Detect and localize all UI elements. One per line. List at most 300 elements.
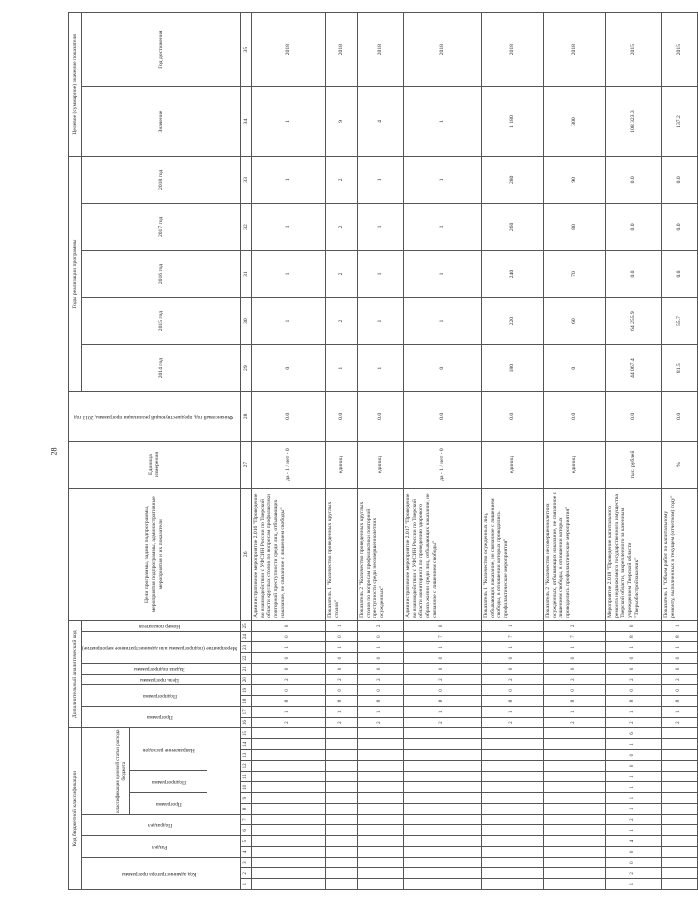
col-number-text: 7: [242, 818, 248, 821]
code-digit: [251, 761, 325, 772]
row-fin-year-value: [403, 392, 481, 441]
hdr-program: [82, 707, 241, 729]
col-number-text: 16: [242, 720, 248, 726]
row-year-value: [357, 203, 403, 250]
col-number: [240, 793, 251, 804]
code-digit: [325, 857, 357, 868]
code-digit: [403, 793, 481, 804]
code-digit: [605, 814, 661, 825]
row-final-year-text: 2018: [338, 44, 345, 56]
hdr-unit: [69, 441, 241, 488]
row-year-value-text: 44 067.4: [630, 358, 637, 378]
code-digit: [403, 847, 481, 858]
row-name: [481, 488, 543, 620]
row-year-value: [403, 156, 481, 203]
code-digit: [605, 707, 661, 718]
code-digit-text: 7: [439, 635, 445, 638]
col-number: [240, 203, 251, 250]
row-year-value: [605, 203, 661, 250]
row-year-value-text: 64 255.9: [630, 311, 637, 331]
col-number: [240, 674, 251, 685]
code-digit: [403, 782, 481, 793]
code-digit: [543, 782, 605, 793]
hdr-program-part: Программа: [155, 800, 182, 807]
code-digit: [605, 804, 661, 815]
code-digit-text: 1: [630, 807, 636, 811]
code-digit: [357, 750, 403, 761]
code-digit: [605, 620, 661, 631]
row-name: [357, 488, 403, 620]
code-digit: [325, 620, 357, 631]
col-number: [240, 664, 251, 675]
hdr-section: [82, 836, 241, 858]
code-digit: [543, 814, 605, 825]
hdr-admin-code-text: Код администратора программы: [122, 870, 197, 877]
code-digit: [357, 642, 403, 653]
code-digit: [251, 847, 325, 858]
table-row: [605, 13, 661, 890]
code-digit: [661, 728, 697, 739]
code-digit: [481, 674, 543, 685]
col-number: [240, 488, 251, 620]
row-year-value: [325, 345, 357, 392]
code-digit: [325, 804, 357, 815]
row-name-text: Показатель 1 "Объем работ по капитальному ремонту, выполненных в текущем (отчетном) году": [662, 495, 676, 618]
col-number: [240, 857, 251, 868]
code-digit-text: 2: [338, 721, 344, 724]
code-digit: [251, 782, 325, 793]
row-year-value-text: 0.0: [676, 270, 683, 278]
code-digit: [543, 696, 605, 707]
code-digit: [543, 750, 605, 761]
col-number-text: 4: [242, 850, 248, 854]
row-name-text: Показатель 2 "Количество проведенных круглых столов по вопросам профилактики повторной преступности среди несовершеннолетних осужденных": [358, 501, 386, 618]
row-year-value-text: 90: [571, 177, 578, 183]
code-digit: [251, 696, 325, 707]
col-number-text: 22: [242, 655, 248, 661]
col-number-text: 27: [242, 461, 249, 468]
code-digit-text: 2: [439, 678, 445, 681]
row-unit: [403, 441, 481, 488]
row-final-year-text: 2015: [676, 44, 683, 56]
code-digit-text: 0: [630, 667, 636, 671]
code-digit-text: 0: [509, 667, 515, 671]
hdr-subprogram-part: Подпрограмма: [151, 778, 186, 785]
code-digit: [403, 857, 481, 868]
hdr-goal-text: Цель программы: [140, 676, 180, 683]
code-digit: [481, 685, 543, 696]
row-name-text: Показатель 2 "Количество несовершеннолетних осужденных, отбывающих наказание, не связанное с лишением свободы, в отношении которых проводились профилактические мероприятия": [544, 491, 572, 618]
row-year-value: [481, 156, 543, 203]
row-fin-year-value-text: 0.0: [571, 412, 578, 420]
code-digit: [357, 696, 403, 707]
code-digit: [251, 642, 325, 653]
code-digit: [357, 793, 403, 804]
hdr-final-group-text: Целевое (суммарное) значение показателя: [71, 34, 78, 135]
code-digit: [481, 696, 543, 707]
row-fin-year-value-text: 0.0: [509, 412, 516, 420]
row-name-text: Показатель 1 "Количество осужденных лиц, отбывающих наказание, не связанное с лишением свободы, в отношении которых проводились профилактические мероприятия": [482, 498, 510, 618]
table-row: [481, 13, 543, 890]
col-number-text: 8: [242, 807, 248, 811]
code-digit: [661, 879, 697, 890]
code-digit-text: 1: [338, 646, 344, 649]
code-digit: [251, 739, 325, 750]
hdr-fin-year-text: Финансовый год, предшествующий реализации программы, 2013 год: [73, 413, 233, 420]
row-year-value: [661, 250, 697, 297]
col-number: [240, 739, 251, 750]
row-year-value: [357, 298, 403, 345]
table-row: [661, 13, 697, 890]
code-digit-text: 2: [377, 624, 383, 628]
row-unit-text: %: [676, 462, 683, 467]
code-digit: [357, 685, 403, 696]
code-digit-text: 0: [377, 667, 383, 671]
hdr-year-4: [82, 156, 241, 203]
hdr-name: [69, 488, 241, 620]
code-digit: [357, 739, 403, 750]
row-year-value: [325, 156, 357, 203]
col-number-text: 1: [242, 882, 248, 886]
code-digit-text: 8: [285, 699, 291, 703]
code-digit-text: 1: [630, 646, 636, 649]
code-digit: [543, 664, 605, 675]
code-digit: [481, 664, 543, 675]
code-digit: [325, 847, 357, 858]
row-final-year: [481, 13, 543, 87]
col-number: [240, 771, 251, 782]
row-year-value-text: 1: [338, 366, 345, 370]
code-digit-text: 1: [630, 786, 636, 789]
code-digit: [251, 685, 325, 696]
row-final-value-text: 1: [285, 120, 292, 123]
col-number-text: 13: [242, 752, 248, 758]
row-year-value-text: 55.7: [676, 316, 683, 326]
row-final-value-text: 4: [377, 120, 384, 123]
hdr-budget-classification-text: Код бюджетной классификации: [71, 771, 78, 847]
row-final-value-text: 1 180: [509, 115, 516, 128]
code-digit-text: 0: [285, 624, 291, 628]
code-digit-text: 0: [509, 656, 515, 660]
code-digit: [325, 653, 357, 664]
code-digit-text: 2: [676, 721, 682, 724]
code-digit: [543, 793, 605, 804]
code-digit-text: 7: [509, 635, 515, 638]
row-final-year-text: 2018: [439, 44, 446, 56]
row-year-value-text: 2: [338, 272, 345, 276]
code-digit: [403, 825, 481, 836]
code-digit: [605, 696, 661, 707]
code-digit: [325, 782, 357, 793]
hdr-year-2-text: 2016 год: [157, 263, 164, 285]
row-year-value: [403, 345, 481, 392]
row-year-value-text: 1: [285, 272, 292, 276]
row-final-year: [251, 13, 325, 87]
code-digit-text: 1: [509, 646, 515, 649]
code-digit-text: 1: [571, 646, 577, 649]
hdr-indicator-text: Номер показателя: [139, 623, 181, 630]
code-digit: [543, 631, 605, 642]
col-number-text: 30: [242, 318, 249, 324]
code-digit: [661, 685, 697, 696]
row-name: [251, 488, 325, 620]
col-number-text: 14: [242, 741, 248, 747]
code-digit-text: 0: [338, 667, 344, 671]
hdr-year-1-text: 2015 год: [157, 310, 164, 332]
hdr-final-year-text: Год достижения: [157, 30, 164, 69]
code-digit-text: 2: [630, 872, 636, 875]
code-digit: [251, 664, 325, 675]
row-year-value: [543, 298, 605, 345]
row-year-value: [543, 203, 605, 250]
table-row: [403, 13, 481, 890]
code-digit: [661, 653, 697, 664]
row-year-value: [325, 203, 357, 250]
code-digit: [661, 674, 697, 685]
hdr-direction-part: Направление расходов: [142, 746, 195, 753]
code-digit: [605, 664, 661, 675]
code-digit: [251, 879, 325, 890]
code-digit: [357, 620, 403, 631]
row-year-value: [543, 345, 605, 392]
code-digit: [357, 879, 403, 890]
code-digit: [661, 814, 697, 825]
row-name-text: Показатель 1 "Количество проведенных круглых столов": [326, 501, 340, 618]
row-fin-year-value-text: 0.0: [285, 412, 292, 420]
code-digit: [251, 825, 325, 836]
code-digit: [543, 653, 605, 664]
col-number: [240, 761, 251, 772]
code-digit: [481, 739, 543, 750]
code-digit: [605, 879, 661, 890]
row-final-year-text: 2018: [377, 44, 384, 56]
code-digit: [481, 750, 543, 761]
code-digit: [403, 739, 481, 750]
col-number: [240, 750, 251, 761]
code-digit-text: 2: [630, 818, 636, 821]
row-year-value-text: 0: [285, 366, 292, 370]
code-digit: [661, 836, 697, 847]
code-digit: [357, 707, 403, 718]
hdr-year-2: [82, 250, 241, 297]
col-number: [240, 87, 251, 157]
row-year-value-text: 260: [509, 222, 516, 232]
code-digit-text: 2: [571, 721, 577, 724]
code-digit-text: 2: [630, 721, 636, 724]
row-unit: [543, 441, 605, 488]
code-digit: [481, 728, 543, 739]
code-digit: [661, 793, 697, 804]
code-digit-text: 1: [630, 743, 636, 746]
row-year-value: [251, 250, 325, 297]
code-digit-text: 0: [509, 689, 515, 692]
code-digit: [325, 761, 357, 772]
row-final-year: [661, 13, 697, 87]
code-digit-text: 2: [676, 678, 682, 681]
row-unit-text: единиц: [509, 455, 516, 474]
code-digit-text: 1: [676, 710, 682, 714]
code-digit: [481, 857, 543, 868]
code-digit-text: 0: [377, 656, 383, 660]
row-fin-year-value: [605, 392, 661, 441]
hdr-additional-class-text: Дополнительный аналитический код: [71, 630, 78, 719]
code-digit: [325, 642, 357, 653]
code-digit-text: 1: [630, 829, 636, 832]
code-digit: [605, 750, 661, 761]
row-unit: [251, 441, 325, 488]
row-fin-year-value: [481, 392, 543, 441]
col-number: [240, 631, 251, 642]
code-digit: [605, 653, 661, 664]
row-final-year-text: 2018: [571, 44, 578, 56]
code-digit: [357, 631, 403, 642]
code-digit-text: 0: [439, 656, 445, 660]
code-digit: [661, 761, 697, 772]
code-digit: [403, 674, 481, 685]
code-digit: [325, 879, 357, 890]
table-row: [251, 13, 325, 890]
code-digit: [605, 857, 661, 868]
code-digit: [403, 664, 481, 675]
row-fin-year-value-text: 0.0: [676, 412, 683, 420]
col-number-text: 28: [242, 413, 249, 420]
code-digit-text: 0: [285, 667, 291, 671]
code-digit: [403, 631, 481, 642]
code-digit: [481, 868, 543, 879]
code-digit: [325, 739, 357, 750]
code-digit: [325, 696, 357, 707]
row-year-value-text: 0.0: [676, 176, 683, 184]
row-final-value-text: 9: [338, 120, 345, 123]
code-digit-text: 0: [439, 624, 445, 628]
code-digit: [357, 717, 403, 728]
code-digit-text: 2: [630, 678, 636, 681]
code-digit: [357, 674, 403, 685]
code-digit: [543, 739, 605, 750]
code-digit-text: 1: [338, 710, 344, 714]
row-fin-year-value-text: 0.0: [630, 412, 637, 420]
row-year-value: [357, 250, 403, 297]
column-number-row: [240, 13, 251, 890]
col-number-text: 20: [242, 677, 248, 683]
code-digit: [357, 664, 403, 675]
code-digit: [325, 631, 357, 642]
row-year-value-text: 280: [509, 175, 516, 185]
col-number-text: 34: [242, 118, 249, 125]
row-year-value: [251, 345, 325, 392]
code-digit: [403, 814, 481, 825]
hdr-subprogram: [82, 685, 241, 707]
code-digit: [403, 804, 481, 815]
code-digit: [661, 696, 697, 707]
code-digit-text: 0: [285, 635, 291, 638]
row-year-value-text: 1: [377, 319, 384, 323]
code-digit-text: 1: [509, 624, 515, 628]
row-year-value-text: 2: [338, 178, 345, 182]
code-digit-text: 2: [285, 721, 291, 724]
row-name: [661, 488, 697, 620]
col-number: [240, 836, 251, 847]
code-digit-text: 0: [285, 689, 291, 692]
col-number-text: 29: [242, 365, 249, 371]
hdr-subprogram-text: Подпрограмма: [142, 693, 177, 699]
hdr-subsection: [82, 814, 241, 836]
row-final-value: [251, 87, 325, 157]
code-digit: [357, 836, 403, 847]
hdr-year-0-text: 2014 год: [157, 358, 164, 379]
row-year-value: [403, 298, 481, 345]
row-name: [605, 488, 661, 620]
row-year-value-text: 81.5: [676, 363, 683, 374]
row-year-value-text: 1: [377, 366, 384, 370]
row-year-value: [543, 250, 605, 297]
col-number: [240, 642, 251, 653]
code-digit-text: 1: [439, 710, 445, 714]
row-final-year: [605, 13, 661, 87]
code-digit-text: 2: [509, 721, 515, 724]
hdr-year-4-text: 2018 год: [157, 169, 164, 190]
code-digit: [403, 750, 481, 761]
row-year-value: [357, 156, 403, 203]
code-digit-text: 8: [676, 699, 682, 703]
row-year-value-text: 1: [285, 178, 292, 182]
hdr-additional-class: [69, 620, 82, 728]
row-fin-year-value-text: 0.0: [439, 412, 446, 420]
row-unit-text: да - 1 / нет - 0: [285, 448, 292, 481]
col-number-text: 3: [242, 861, 248, 864]
hdr-fin-year: [69, 392, 241, 441]
row-year-value-text: 2: [338, 319, 345, 323]
code-digit: [661, 868, 697, 879]
code-digit: [543, 879, 605, 890]
code-digit-text: 1: [285, 646, 291, 649]
code-digit: [251, 804, 325, 815]
code-digit: [661, 717, 697, 728]
program-table: [68, 12, 698, 890]
code-digit: [481, 804, 543, 815]
code-digit: [251, 717, 325, 728]
code-digit: [357, 653, 403, 664]
row-final-year: [543, 13, 605, 87]
code-digit: [543, 761, 605, 772]
code-digit-text: 2: [377, 721, 383, 724]
col-number: [240, 13, 251, 87]
code-digit-text: 2: [377, 678, 383, 681]
row-year-value-text: 1: [377, 225, 384, 229]
row-year-value: [661, 203, 697, 250]
code-digit-text: 0: [571, 689, 577, 692]
row-year-value-text: 1: [377, 178, 384, 182]
row-year-value: [403, 203, 481, 250]
row-final-year: [357, 13, 403, 87]
header-row-1: [69, 13, 82, 890]
row-final-value: [543, 87, 605, 157]
col-number: [240, 847, 251, 858]
code-digit-text: 2: [571, 624, 577, 628]
code-digit: [325, 825, 357, 836]
code-digit: [325, 814, 357, 825]
code-digit-text: 0: [630, 689, 636, 692]
row-year-value: [481, 345, 543, 392]
row-unit: [605, 441, 661, 488]
row-year-value: [251, 203, 325, 250]
row-year-value-text: 1: [377, 272, 384, 276]
code-digit: [605, 782, 661, 793]
row-fin-year-value: [357, 392, 403, 441]
col-number: [240, 653, 251, 664]
code-digit-text: 0: [630, 656, 636, 660]
hdr-name-text: Цели программы, задачи подпрограммы, мероприятия подпрограммы, административные мероприятия и их показатели: [144, 496, 164, 613]
